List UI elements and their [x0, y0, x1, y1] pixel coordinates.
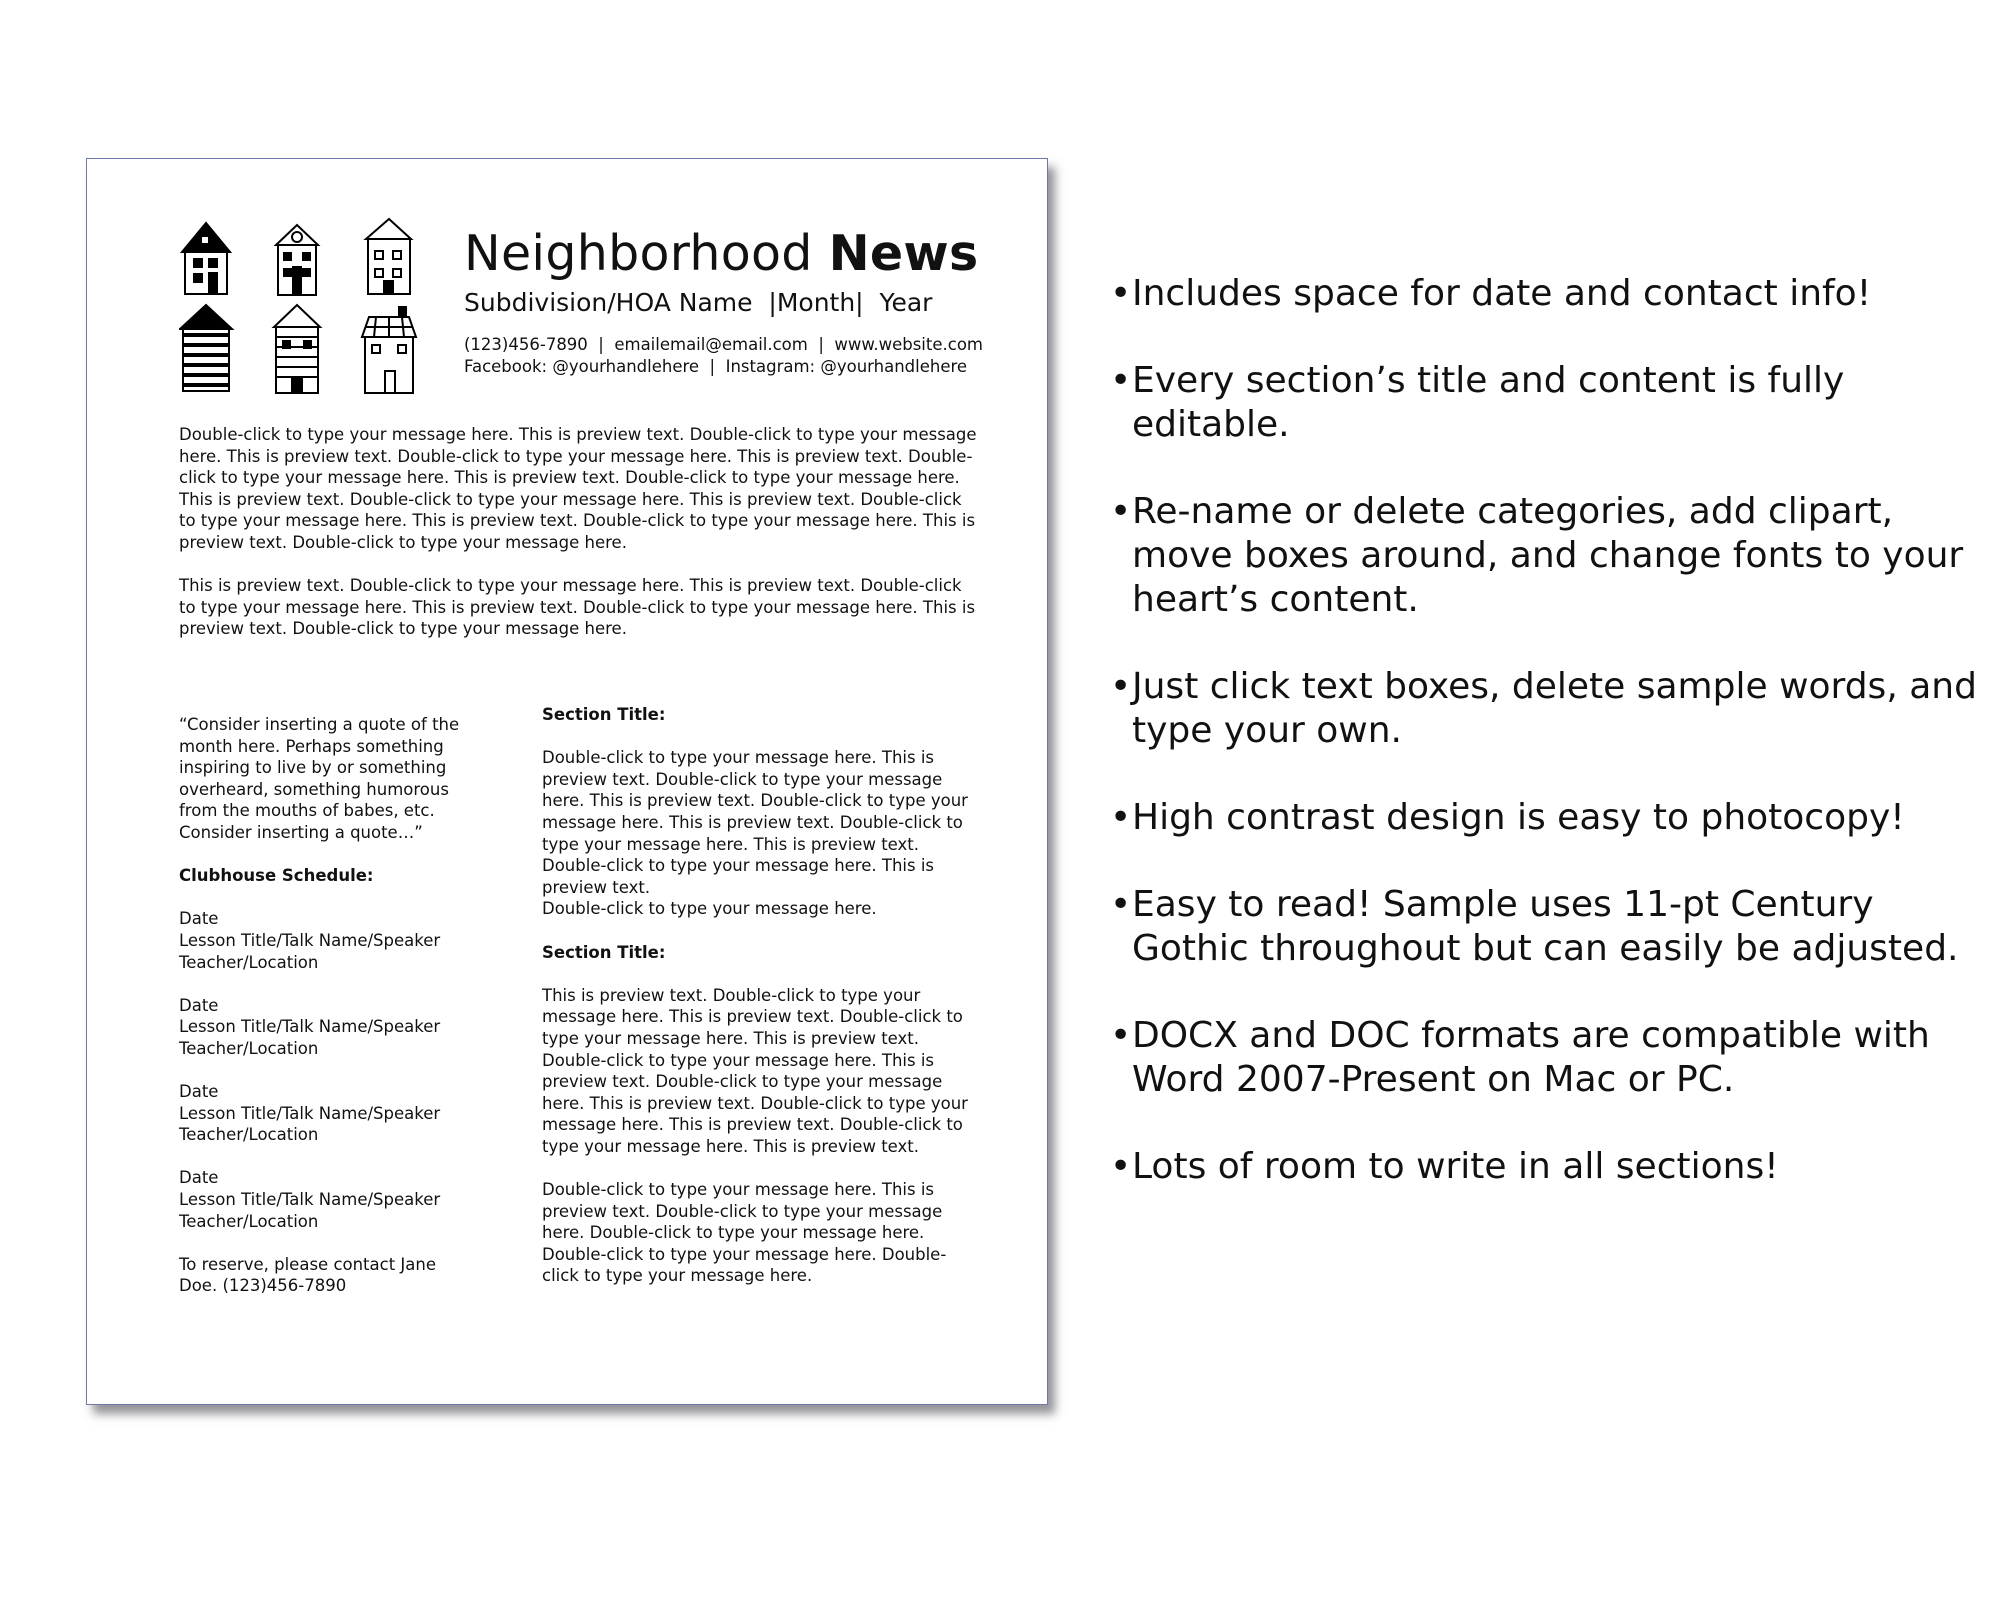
contact-line: (123)456-7890 | emailemail@email.com | www.website.com	[464, 335, 984, 354]
schedule-date: Date	[179, 1082, 219, 1102]
feature-item: • Includes space for date and contact info!	[1110, 272, 1980, 316]
feature-item: • Lots of room to write in all sections!	[1110, 1145, 1980, 1189]
schedule-teacher: Teacher/Location	[179, 1211, 319, 1231]
schedule-teacher: Teacher/Location	[179, 1125, 319, 1145]
left-column	[179, 714, 479, 1319]
intro-paragraph: This is preview text. Double-click to type your message here. This is preview text. Double-click to type your message here. This is preview text. Double-click to type your message here. This is preview text. Double-click to type your message here.	[179, 576, 976, 639]
schedule-entry	[179, 995, 479, 1060]
schedule-lesson: Lesson Title/Talk Name/Speaker	[179, 930, 441, 950]
house-icon	[274, 305, 320, 393]
intro-paragraph: Double-click to type your message here. This is preview text. Double-click to type your message here. This is preview text. Double-click to type your message here. This is preview text. Double-click to type your message here. This is preview text. Double-click to type your message here. This is preview text. Double-click to type your message here. This is preview text. Double-click to type your message here. This is preview text. Double-click to type your message here. This is preview text. Double-click to type your message here.	[179, 425, 977, 552]
schedule-date: Date	[179, 995, 219, 1015]
right-column	[542, 704, 972, 1309]
schedule-entry	[179, 1167, 479, 1232]
house-icon	[180, 305, 232, 391]
newsletter-page	[86, 158, 1048, 1405]
social-line: Facebook: @yourhandlehere | Instagram: @yourhandlehere	[464, 357, 968, 376]
section-body: Double-click to type your message here.	[542, 899, 877, 919]
feature-list	[1110, 272, 1980, 1232]
reserve-note: To reserve, please contact Jane Doe. (123)456-7890	[179, 1254, 437, 1296]
feature-item: • High contrast design is easy to photocopy!	[1110, 796, 1980, 840]
section-title: Section Title:	[542, 942, 666, 962]
newsletter-title: Neighborhood News	[464, 225, 979, 282]
intro-section	[179, 424, 979, 662]
house-icon	[366, 219, 411, 294]
section-body: Double-click to type your message here. This is preview text. Double-click to type your message here. Double-click to type your message here. Double-click to type your message here. Double-click to type your message here.	[542, 1180, 947, 1286]
schedule-date: Date	[179, 909, 219, 929]
schedule-date: Date	[179, 1168, 219, 1188]
house-icon	[362, 307, 416, 393]
section-body: This is preview text. Double-click to type your message here. This is preview text. Double-click to type your message here. This is preview text. Double-click to type your message here. This is preview text. Double-click to type your message here. This is preview text. Double-click to type your message here. This is preview text. Double-click to type your message here. This is preview text.	[542, 985, 968, 1156]
feature-item: • Just click text boxes, delete sample words, and type your own.	[1110, 665, 1980, 753]
houses-illustration	[179, 217, 429, 397]
feature-item: • Easy to read! Sample uses 11-pt Century Gothic throughout but can easily be adjusted.	[1110, 883, 1980, 971]
schedule-lesson: Lesson Title/Talk Name/Speaker	[179, 1103, 441, 1123]
feature-item: • Every section’s title and content is fully editable.	[1110, 359, 1980, 447]
feature-item: • Re-name or delete categories, add clipart, move boxes around, and change fonts to your heart’s content.	[1110, 490, 1980, 622]
house-icon	[276, 225, 318, 295]
section-body: Double-click to type your message here. This is preview text. Double-click to type your message here. This is preview text. Double-click to type your message here. This is preview text. Double-click to type your message here. This is preview text. Double-click to type your message here. This is preview text.	[542, 748, 968, 897]
schedule-teacher: Teacher/Location	[179, 952, 319, 972]
house-icon	[182, 223, 230, 294]
section-title: Section Title:	[542, 705, 666, 724]
contact-info	[464, 334, 1024, 378]
schedule-title: Clubhouse Schedule:	[179, 866, 374, 886]
schedule-lesson: Lesson Title/Talk Name/Speaker	[179, 1017, 441, 1037]
schedule-lesson: Lesson Title/Talk Name/Speaker	[179, 1190, 441, 1210]
schedule-teacher: Teacher/Location	[179, 1038, 319, 1058]
newsletter-subtitle: Subdivision/HOA Name |Month| Year	[464, 288, 933, 317]
schedule-entry	[179, 908, 479, 973]
quote-of-month: “Consider inserting a quote of the month here. Perhaps something inspiring to live by or something overheard, something humorous from the mouths of babes, etc. Consider inserting a quote…”	[179, 715, 460, 842]
schedule-entry	[179, 1081, 479, 1146]
masthead	[464, 225, 1024, 378]
feature-item: • DOCX and DOC formats are compatible with Word 2007-Present on Mac or PC.	[1110, 1014, 1980, 1102]
